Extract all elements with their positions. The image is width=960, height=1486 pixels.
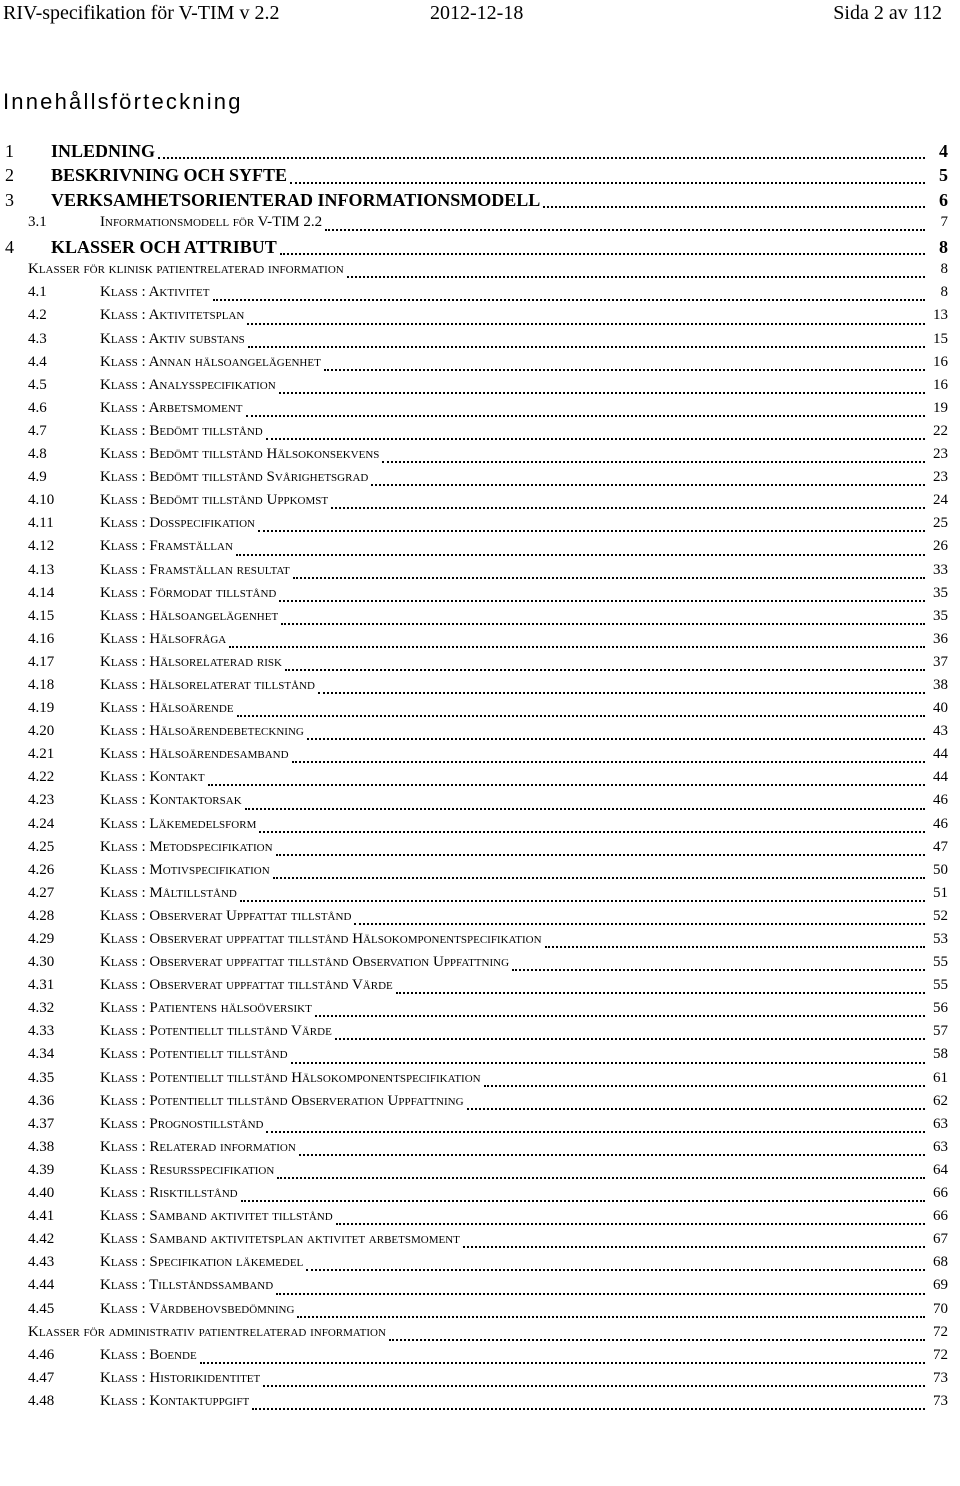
toc-entry-title[interactable]: VERKSAMHETSORIENTERAD INFORMATIONSMODELL xyxy=(51,189,541,210)
toc-entry[interactable] xyxy=(0,377,960,400)
toc-entry-number: 4.1 xyxy=(28,284,47,301)
dot-leader xyxy=(213,298,926,301)
toc-entry-title[interactable]: KLASSER OCH ATTRIBUT xyxy=(51,236,277,257)
dot-leader xyxy=(484,1084,925,1087)
toc-entry[interactable] xyxy=(0,1324,960,1347)
toc-entry-page: 8 xyxy=(940,284,948,301)
toc-entry[interactable] xyxy=(0,446,960,469)
toc-entry-number: 4.25 xyxy=(28,838,55,855)
dot-leader xyxy=(545,945,925,948)
toc-entry[interactable] xyxy=(0,492,960,515)
toc-entry-number: 4.13 xyxy=(28,561,55,578)
toc-entry-page: 4 xyxy=(939,141,948,161)
toc-entry-page: 19 xyxy=(933,399,948,416)
toc-entry-page: 51 xyxy=(933,884,948,901)
toc-entry[interactable] xyxy=(0,1185,960,1208)
toc-entry-title[interactable]: Klasser för administrativ patientrelaterad information xyxy=(28,1323,386,1340)
toc-entry-page: 47 xyxy=(933,838,948,855)
toc-entry-number: 4.7 xyxy=(28,422,47,439)
toc-entry-page: 35 xyxy=(933,607,948,624)
toc-entry[interactable] xyxy=(0,1046,960,1069)
toc-entry-title[interactable]: Klass : Samband aktivitetsplan aktivitet arbetsmoment xyxy=(100,1231,460,1248)
toc-entry-page: 56 xyxy=(933,1000,948,1017)
dot-leader xyxy=(258,529,925,532)
dot-leader xyxy=(315,1014,925,1017)
toc-entry-page: 16 xyxy=(933,376,948,393)
toc-entry-page: 6 xyxy=(939,189,948,210)
toc-entry-title[interactable]: Klass : Aktiv substans xyxy=(100,330,245,347)
toc-entry-title[interactable]: Klass : Framställan resultat xyxy=(100,561,290,578)
toc-entry-number: 4.46 xyxy=(28,1346,55,1363)
toc-entry-title[interactable]: Klass : Potentiellt tillstånd Hälsokomponentspecifikation xyxy=(100,1069,481,1086)
toc-entry[interactable] xyxy=(0,977,960,1000)
toc-entry-number: 4.3 xyxy=(28,330,47,347)
toc-entry-title[interactable]: Klass : Vårdbehovsbedömning xyxy=(100,1300,295,1317)
toc-entry-page: 66 xyxy=(933,1208,948,1225)
toc-entry-title[interactable]: Klass : Arbetsmoment xyxy=(100,399,243,416)
toc-entry-number: 4.15 xyxy=(28,607,55,624)
toc-entry-number: 3.1 xyxy=(28,213,47,230)
toc-entry-page: 44 xyxy=(933,746,948,763)
toc-entry[interactable] xyxy=(0,585,960,608)
toc-entry-number: 4.34 xyxy=(28,1046,55,1063)
toc-entry-number: 4.10 xyxy=(28,492,55,509)
toc-entry-page: 23 xyxy=(933,469,948,486)
toc-entry-title[interactable]: Klass : Metodspecifikation xyxy=(100,838,273,855)
toc-entry[interactable] xyxy=(0,1393,960,1416)
dot-leader xyxy=(293,576,925,579)
toc-entry[interactable] xyxy=(0,237,960,261)
toc-entry[interactable] xyxy=(0,214,960,237)
toc-entry-number: 4.30 xyxy=(28,954,55,971)
toc-entry-title[interactable]: Klass : Hälsoärendesamband xyxy=(100,746,289,763)
toc-entry-page: 35 xyxy=(933,584,948,601)
toc-entry-title[interactable]: Klass : Bedömt tillstånd Svårighetsgrad xyxy=(100,469,369,486)
toc-entry-number: 4.24 xyxy=(28,815,55,832)
toc-entry-title[interactable]: Klass : Kontaktuppgift xyxy=(100,1392,250,1409)
toc-entry-number: 4.37 xyxy=(28,1115,55,1132)
toc-entry[interactable] xyxy=(0,1162,960,1185)
toc-entry[interactable] xyxy=(0,816,960,839)
toc-entry-title[interactable]: Klass : Måltillstånd xyxy=(100,884,237,901)
toc-entry-title[interactable]: Klass : Potentiellt tillstånd Värde xyxy=(100,1023,332,1040)
toc-entry-page: 13 xyxy=(933,307,948,324)
toc-entry-page: 24 xyxy=(933,492,948,509)
toc-entry[interactable] xyxy=(0,1093,960,1116)
toc-entry[interactable] xyxy=(0,631,960,654)
toc-entry-number: 4.11 xyxy=(28,515,54,532)
toc-entry-page: 16 xyxy=(933,353,948,370)
dot-leader xyxy=(276,853,925,856)
toc-entry[interactable] xyxy=(0,515,960,538)
toc-entry-page: 7 xyxy=(940,213,948,230)
dot-leader xyxy=(229,645,925,648)
toc-entry-page: 70 xyxy=(933,1300,948,1317)
dot-leader xyxy=(336,1222,925,1225)
dot-leader xyxy=(237,714,925,717)
toc-entry[interactable] xyxy=(0,885,960,908)
dot-leader xyxy=(318,691,925,694)
dot-leader xyxy=(285,668,925,671)
toc-entry-page: 58 xyxy=(933,1046,948,1063)
dot-leader xyxy=(299,1153,925,1156)
toc-entry[interactable] xyxy=(0,608,960,631)
dot-leader xyxy=(463,1245,925,1248)
toc-entry[interactable] xyxy=(0,165,960,189)
toc-entry[interactable] xyxy=(0,1023,960,1046)
toc-entry-page: 25 xyxy=(933,515,948,532)
toc-entry-number: 4.28 xyxy=(28,907,55,924)
toc-entry-number: 4 xyxy=(5,236,14,257)
toc-entry[interactable] xyxy=(0,839,960,862)
dot-leader xyxy=(245,807,925,810)
toc-entry-number: 4.5 xyxy=(28,376,47,393)
toc-entry-title[interactable]: Klass : Hälsoangelägenhet xyxy=(100,607,279,624)
toc-entry-title[interactable]: Klass : Motivspecifikation xyxy=(100,861,270,878)
toc-entry-title[interactable]: BESKRIVNING OCH SYFTE xyxy=(51,165,288,186)
dot-leader xyxy=(281,622,925,625)
dot-leader xyxy=(247,322,925,325)
dot-leader xyxy=(266,1130,925,1133)
toc-entry[interactable] xyxy=(0,423,960,446)
toc-entry-page: 43 xyxy=(933,723,948,740)
toc-entry-page: 38 xyxy=(933,676,948,693)
dot-leader xyxy=(200,1361,925,1364)
dot-leader xyxy=(273,876,925,879)
toc-entry-title[interactable]: Klass : Hälsorelaterad risk xyxy=(100,653,282,670)
toc-entry-page: 68 xyxy=(933,1254,948,1271)
toc-entry-number: 4.14 xyxy=(28,584,55,601)
dot-leader xyxy=(347,275,925,278)
toc-entry-title[interactable]: Klass : Kontakt xyxy=(100,769,205,786)
toc-entry-page: 53 xyxy=(933,931,948,947)
toc-entry-title[interactable]: Klass : Relaterad information xyxy=(100,1138,296,1155)
toc-entry-page: 23 xyxy=(933,446,948,463)
toc-entry-number: 4.17 xyxy=(28,653,55,670)
toc-entry-number: 4.31 xyxy=(28,977,55,994)
toc-entry[interactable] xyxy=(0,1277,960,1300)
toc-entry-page: 15 xyxy=(933,330,948,347)
toc-entry-number: 4.2 xyxy=(28,307,47,324)
toc-entry-number: 4.20 xyxy=(28,723,55,740)
toc-entry[interactable] xyxy=(0,1347,960,1370)
toc-entry-page: 40 xyxy=(933,700,948,717)
dot-leader xyxy=(324,368,925,371)
toc-entry[interactable] xyxy=(0,1231,960,1254)
toc-entry-title[interactable]: Klass : Hälsorelaterat tillstånd xyxy=(100,676,315,693)
toc-entry-title[interactable]: Klass : Bedömt tillstånd Uppkomst xyxy=(100,492,329,509)
toc-entry[interactable] xyxy=(0,908,960,931)
toc-entry-number: 4.45 xyxy=(28,1300,55,1317)
toc-entry[interactable] xyxy=(0,1208,960,1231)
toc-entry-number: 4.47 xyxy=(28,1369,55,1386)
toc-entry-page: 26 xyxy=(933,538,948,555)
toc-entry-title[interactable]: Klass : Prognostillstånd xyxy=(100,1115,264,1132)
dot-leader xyxy=(248,345,925,348)
toc-entry-page: 64 xyxy=(933,1161,948,1178)
toc-entry-number: 4.16 xyxy=(28,630,55,647)
toc-entry-number: 4.27 xyxy=(28,884,55,901)
toc-entry[interactable] xyxy=(0,190,960,214)
toc-entry[interactable] xyxy=(0,469,960,492)
toc-entry-title[interactable]: Klass : Aktivitet xyxy=(100,284,210,301)
toc-entry-title[interactable]: Klass : Specifikation läkemedel xyxy=(100,1254,304,1271)
toc-entry-number: 4.18 xyxy=(28,676,55,693)
dot-leader xyxy=(382,460,925,463)
toc-entry-title[interactable]: Klass : Resursspecifikation xyxy=(100,1161,275,1178)
toc-entry-title[interactable]: Klass : Hälsoärendebeteckning xyxy=(100,723,304,740)
toc-entry[interactable] xyxy=(0,354,960,377)
toc-entry-title[interactable]: Klass : Observerat Uppfattat tillstånd xyxy=(100,907,352,924)
toc-entry-page: 8 xyxy=(940,261,948,278)
toc-entry-title[interactable]: Klass : Bedömt tillstånd Hälsokonsekvens xyxy=(100,446,380,463)
dot-leader xyxy=(512,968,925,971)
toc-entry-page: 67 xyxy=(933,1231,948,1248)
toc-entry-number: 4.22 xyxy=(28,769,55,786)
toc-entry-page: 44 xyxy=(933,769,948,786)
document-title: RIV-specifikation för V-TIM v 2.2 xyxy=(3,2,280,24)
toc-entry-page: 73 xyxy=(933,1392,948,1409)
toc-entry-number: 4.41 xyxy=(28,1208,55,1225)
toc-entry[interactable] xyxy=(0,1139,960,1162)
toc-entry-number: 4.39 xyxy=(28,1161,55,1178)
toc-entry-page: 55 xyxy=(933,954,948,971)
dot-leader xyxy=(277,1176,925,1179)
toc-entry-title[interactable]: Klass : Tillståndssamband xyxy=(100,1277,274,1294)
toc-entry-number: 4.32 xyxy=(28,1000,55,1017)
toc-entry[interactable] xyxy=(0,746,960,769)
toc-entry[interactable] xyxy=(0,700,960,723)
toc-entry-number: 4.26 xyxy=(28,861,55,878)
dot-leader xyxy=(467,1107,925,1110)
dot-leader xyxy=(307,737,925,740)
toc-entry-number: 4.9 xyxy=(28,469,47,486)
toc-entry-page: 50 xyxy=(933,861,948,878)
dot-leader xyxy=(236,553,925,556)
toc-entry-title[interactable]: Klass : Annan hälsoangelägenhet xyxy=(100,353,321,370)
toc-entry-title[interactable]: Klass : Samband aktivitet tillstånd xyxy=(100,1208,333,1225)
toc-entry-title[interactable]: Klass : Kontaktorsak xyxy=(100,792,242,809)
toc-entry-title[interactable]: Informationsmodell för V-TIM 2.2 xyxy=(100,213,323,230)
toc-entry-page: 46 xyxy=(933,815,948,832)
toc-entry-page: 57 xyxy=(933,1023,948,1040)
dot-leader xyxy=(291,1061,925,1064)
toc-entry-page: 36 xyxy=(933,630,948,647)
toc-entry-page: 73 xyxy=(933,1369,948,1386)
dot-leader xyxy=(240,899,925,902)
toc-entry[interactable] xyxy=(0,654,960,677)
toc-entry-title[interactable]: Klass : Observerat uppfattat tillstånd Värde xyxy=(100,977,393,994)
toc-entry-title[interactable]: Klass : Boende xyxy=(100,1346,197,1363)
toc-entry-number: 4.43 xyxy=(28,1254,55,1271)
toc-entry[interactable] xyxy=(0,723,960,746)
toc-entry-number: 4.29 xyxy=(28,931,55,947)
toc-entry[interactable] xyxy=(0,331,960,354)
toc-entry-title[interactable]: Klasser för klinisk patientrelaterad information xyxy=(28,261,344,278)
toc-entry-number: 4.12 xyxy=(28,538,55,555)
toc-entry[interactable] xyxy=(0,284,960,307)
toc-heading: Innehållsförteckning xyxy=(3,89,243,114)
toc-entry-title[interactable]: Klass : Patientens hälsoöversikt xyxy=(100,1000,312,1017)
dot-leader xyxy=(335,1037,925,1040)
dot-leader xyxy=(543,205,925,208)
toc-entry[interactable] xyxy=(0,141,960,165)
toc-entry[interactable] xyxy=(0,1116,960,1139)
dot-leader xyxy=(354,922,925,925)
toc-entry[interactable] xyxy=(0,931,960,954)
toc-entry[interactable] xyxy=(0,1000,960,1023)
toc-entry-number: 3 xyxy=(5,189,14,210)
toc-entry-page: 62 xyxy=(933,1092,948,1109)
toc-entry-number: 1 xyxy=(5,141,14,161)
toc-entry[interactable] xyxy=(0,562,960,585)
dot-leader xyxy=(158,156,925,159)
toc-entry[interactable] xyxy=(0,261,960,284)
toc-entry-page: 46 xyxy=(933,792,948,809)
toc-entry-title[interactable]: Klass : Läkemedelsform xyxy=(100,815,257,832)
toc-entry-page: 72 xyxy=(933,1323,948,1340)
toc-entry-page: 66 xyxy=(933,1185,948,1202)
toc-entry-title[interactable]: Klass : Förmodat tillstånd xyxy=(100,584,277,601)
dot-leader xyxy=(252,1407,925,1410)
dot-leader xyxy=(371,483,925,486)
toc-entry[interactable] xyxy=(0,307,960,330)
dot-leader xyxy=(279,391,925,394)
toc-entry-title[interactable]: Klass : Observerat uppfattat tillstånd Hälsokomponentspecifikation xyxy=(100,931,542,947)
toc-entry[interactable] xyxy=(0,792,960,815)
toc-entry-page: 52 xyxy=(933,907,948,924)
toc-entry-page: 37 xyxy=(933,653,948,670)
dot-leader xyxy=(259,830,925,833)
toc-entry-title[interactable]: Klass : Hälsofråga xyxy=(100,630,227,647)
toc-entry[interactable] xyxy=(0,400,960,423)
dot-leader xyxy=(292,760,925,763)
page-header xyxy=(0,0,960,26)
toc-entry-title[interactable]: Klass : Bedömt tillstånd xyxy=(100,422,263,439)
page-number: Sida 2 av 112 xyxy=(833,2,942,24)
toc-entry-page: 33 xyxy=(933,561,948,578)
dot-leader xyxy=(306,1268,925,1271)
toc-entry-page: 72 xyxy=(933,1346,948,1363)
toc-entry-number: 4.23 xyxy=(28,792,55,809)
dot-leader xyxy=(276,1292,925,1295)
dot-leader xyxy=(325,228,925,231)
toc-entry[interactable] xyxy=(0,677,960,700)
dot-leader xyxy=(263,1384,925,1387)
dot-leader xyxy=(297,1315,925,1318)
toc-entry-page: 63 xyxy=(933,1138,948,1155)
toc-entry-title[interactable]: Klass : Potentiellt tillstånd xyxy=(100,1046,288,1063)
toc-entry-page: 61 xyxy=(933,1069,948,1086)
toc-entry-number: 4.36 xyxy=(28,1092,55,1109)
toc-entry-title[interactable]: Klass : Potentiellt tillstånd Observeration Uppfattning xyxy=(100,1092,464,1109)
toc-entry[interactable] xyxy=(0,1301,960,1324)
dot-leader xyxy=(331,506,925,509)
toc-entry-number: 4.40 xyxy=(28,1185,55,1202)
toc-entry[interactable] xyxy=(0,538,960,561)
dot-leader xyxy=(266,437,925,440)
toc-entry-number: 4.35 xyxy=(28,1069,55,1086)
toc-entry-page: 8 xyxy=(939,236,948,257)
toc-entry-number: 4.38 xyxy=(28,1138,55,1155)
toc-entry-number: 4.6 xyxy=(28,399,47,416)
toc-entry-title[interactable]: INLEDNING xyxy=(51,141,156,161)
dot-leader xyxy=(208,783,925,786)
toc-entry[interactable] xyxy=(0,1254,960,1277)
dot-leader xyxy=(241,1199,925,1202)
toc-entry-page: 5 xyxy=(939,165,948,186)
toc-entry-title[interactable]: Klass : Dosspecifikation xyxy=(100,515,255,532)
dot-leader xyxy=(290,181,925,184)
toc-entry-title[interactable]: Klass : Observerat uppfattat tillstånd Observation Uppfattning xyxy=(100,954,510,971)
toc-entry-title[interactable]: Klass : Hälsoärende xyxy=(100,700,234,717)
toc-entry-page: 55 xyxy=(933,977,948,994)
toc-entry-page: 22 xyxy=(933,422,948,439)
toc-entry-title[interactable]: Klass : Aktivitetsplan xyxy=(100,307,245,324)
toc-entry-number: 4.42 xyxy=(28,1231,55,1248)
toc-entry-page: 69 xyxy=(933,1277,948,1294)
toc-entry-title[interactable]: Klass : Risktillstånd xyxy=(100,1185,238,1202)
toc-entry-title[interactable]: Klass : Historikidentitet xyxy=(100,1369,261,1386)
toc-entry-number: 4.21 xyxy=(28,746,55,763)
toc-entry[interactable] xyxy=(0,769,960,792)
dot-leader xyxy=(396,991,925,994)
dot-leader xyxy=(389,1338,925,1341)
dot-leader xyxy=(246,414,925,417)
toc-entry-page: 63 xyxy=(933,1115,948,1132)
toc-entry-number: 2 xyxy=(5,165,14,186)
toc-entry-number: 4.33 xyxy=(28,1023,55,1040)
document-date: 2012-12-18 xyxy=(430,2,524,24)
toc-entry[interactable] xyxy=(0,1370,960,1393)
toc-entry-number: 4.4 xyxy=(28,353,47,370)
toc-entry[interactable] xyxy=(0,1070,960,1093)
toc-entry-title[interactable]: Klass : Framställan xyxy=(100,538,233,555)
toc-entry-number: 4.44 xyxy=(28,1277,55,1294)
dot-leader xyxy=(280,252,925,255)
toc-entry-number: 4.8 xyxy=(28,446,47,463)
toc-entry-title[interactable]: Klass : Analysspecifikation xyxy=(100,376,276,393)
toc-entry[interactable] xyxy=(0,954,960,977)
dot-leader xyxy=(279,599,925,602)
table-of-contents xyxy=(0,141,960,1416)
toc-entry-number: 4.19 xyxy=(28,700,55,717)
toc-entry[interactable] xyxy=(0,862,960,885)
toc-entry-number: 4.48 xyxy=(28,1392,55,1409)
